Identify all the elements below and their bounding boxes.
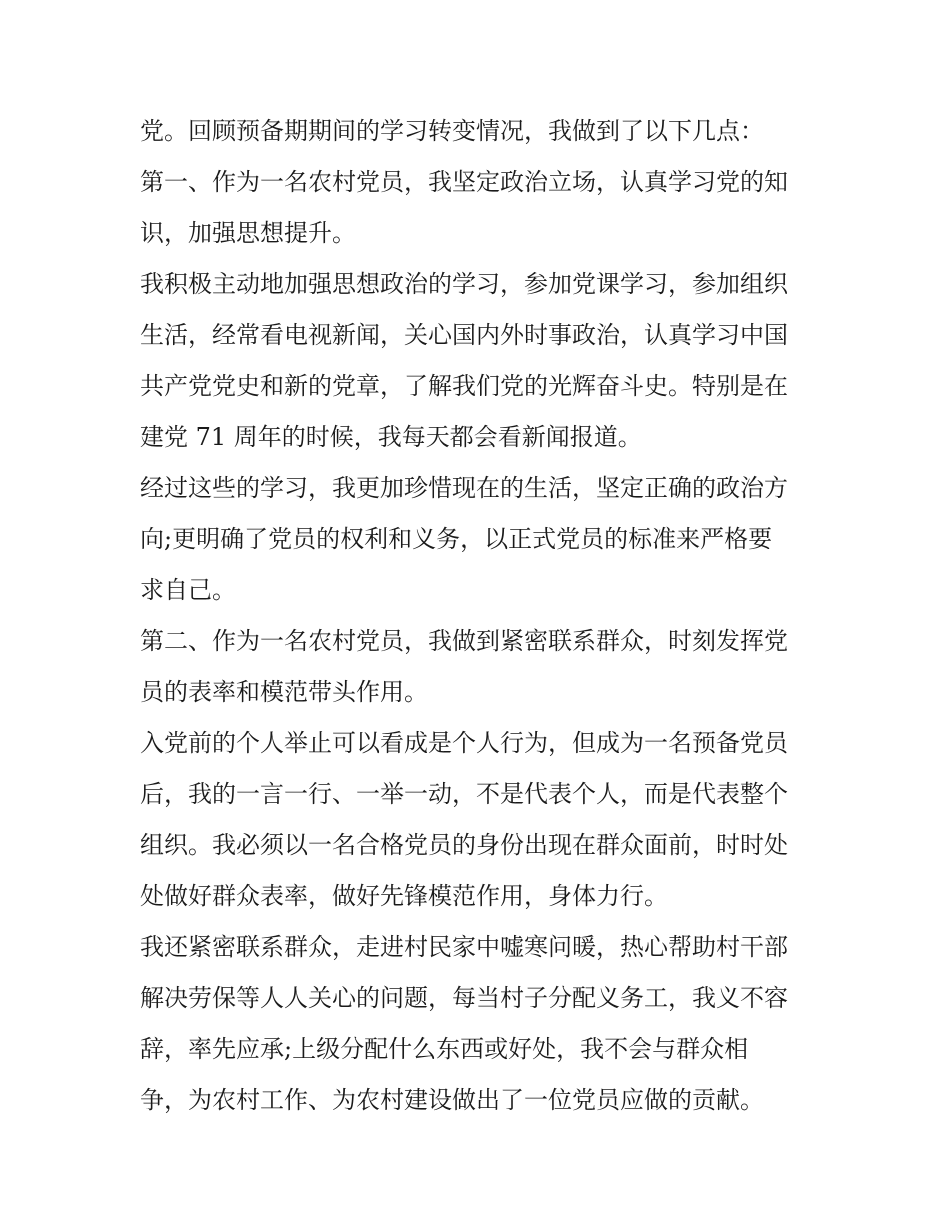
text-line: 入党前的个人举止可以看成是个人行为，但成为一名预备党员 [140, 729, 788, 757]
text-line: 处做好群众表率，做好先锋模范作用，身体力行。 [140, 882, 668, 910]
text-line: 辞，率先应承;上级分配什么东西或好处，我不会与群众相 [140, 1035, 749, 1063]
text-line: 争，为农村工作、为农村建设做出了一位党员应做的贡献。 [140, 1086, 764, 1114]
text-line: 后，我的一言一行、一举一动，不是代表个人，而是代表整个 [140, 780, 788, 808]
text-line: 党。回顾预备期期间的学习转变情况，我做到了以下几点： [140, 117, 764, 145]
text-line: 第二、作为一名农村党员，我做到紧密联系群众，时刻发挥党 [140, 627, 788, 655]
text-line: 解决劳保等人人关心的问题，每当村子分配义务工，我义不容 [140, 984, 788, 1012]
text-line: 经过这些的学习，我更加珍惜现在的生活，坚定正确的政治方 [140, 474, 788, 502]
text-line: 员的表率和模范带头作用。 [140, 678, 428, 706]
text-line: 我积极主动地加强思想政治的学习，参加党课学习，参加组织 [140, 270, 788, 298]
text-line: 识，加强思想提升。 [140, 219, 356, 247]
text-line: 向;更明确了党员的权利和义务，以正式党员的标准来严格要 [140, 525, 773, 553]
text-line: 求自己。 [140, 576, 236, 604]
text-line: 第一、作为一名农村党员，我坚定政治立场，认真学习党的知 [140, 168, 788, 196]
document-body [140, 106, 820, 1126]
text-line: 共产党党史和新的党章，了解我们党的光辉奋斗史。特别是在 [140, 372, 788, 400]
text-line: 生活，经常看电视新闻，关心国内外时事政治，认真学习中国 [140, 321, 788, 349]
text-line: 我还紧密联系群众，走进村民家中嘘寒问暖，热心帮助村干部 [140, 933, 788, 961]
text-line: 组织。我必须以一名合格党员的身份出现在群众面前，时时处 [140, 831, 788, 859]
text-line: 建党 71 周年的时候，我每天都会看新闻报道。 [140, 423, 642, 451]
